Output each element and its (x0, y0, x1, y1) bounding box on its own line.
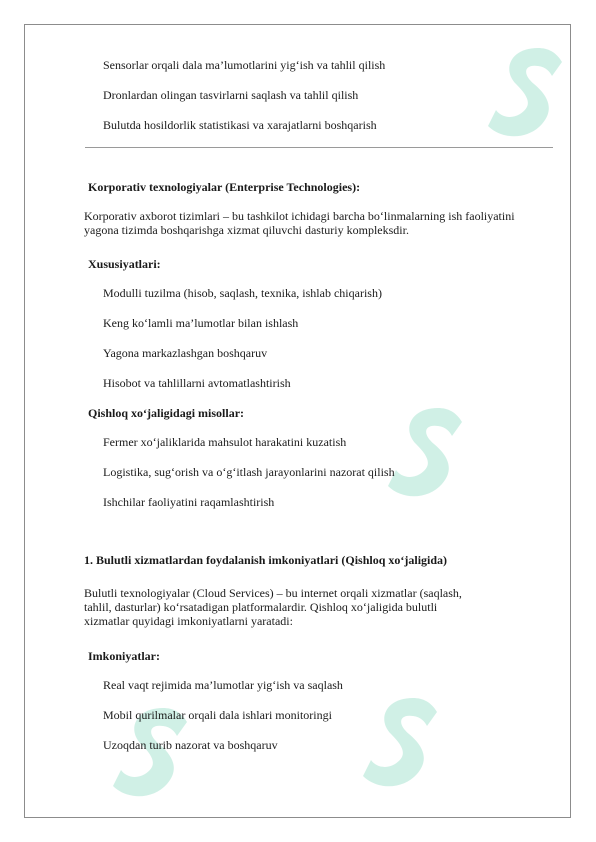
paragraph-line: xizmatlar quyidagi imkoniyatlarni yaratadi: (84, 614, 293, 628)
list-item: Fermer xo‘jaliklarida mahsulot harakatini kuzatish (103, 435, 347, 449)
list-item: Hisobot va tahlillarni avtomatlashtirish (103, 376, 291, 390)
list-item: Bulutda hosildorlik statistikasi va xarajatlarni boshqarish (103, 118, 377, 132)
features-heading: Xususiyatlari: (88, 257, 161, 271)
list-item: Yagona markazlashgan boshqaruv (103, 346, 268, 360)
list-item: Real vaqt rejimida ma’lumotlar yig‘ish va saqlash (103, 678, 343, 692)
list-item: Mobil qurilmalar orqali dala ishlari monitoringi (103, 708, 332, 722)
list-item: Modulli tuzilma (hisob, saqlash, texnika, ishlab chiqarish) (103, 286, 382, 300)
capabilities-heading: Imkoniyatlar: (88, 649, 160, 663)
list-item: Dronlardan olingan tasvirlarni saqlash va tahlil qilish (103, 88, 359, 102)
paragraph-line: tahlil, dasturlar) ko‘rsatadigan platformalardir. Qishloq xo‘jaligida bulutli (84, 600, 438, 614)
list-item: Logistika, sug‘orish va o‘g‘itlash jarayonlarini nazorat qilish (103, 465, 395, 479)
page-frame (24, 24, 571, 818)
list-item: Sensorlar orqali dala ma’lumotlarini yig‘ish va tahlil qilish (103, 58, 386, 72)
section-title: Korporativ texnologiyalar (Enterprise Technologies): (88, 180, 361, 194)
section-title: 1. Bulutli xizmatlardan foydalanish imkoniyatlari (Qishloq xo‘jaligida) (84, 553, 448, 567)
paragraph-line: Bulutli texnologiyalar (Cloud Services) – bu internet orqali xizmatlar (saqlash, (84, 586, 462, 600)
section-divider (85, 147, 553, 148)
list-item: Uzoqdan turib nazorat va boshqaruv (103, 738, 278, 752)
examples-heading: Qishloq xo‘jaligidagi misollar: (88, 406, 245, 420)
list-item: Ishchilar faoliyatini raqamlashtirish (103, 495, 275, 509)
paragraph: Korporativ axborot tizimlari – bu tashkilot ichidagi barcha bo‘linmalarning ish faoliyatini yagona tizimda boshqarishga xizmat qiluvchi dasturiy kompleksdir. (84, 209, 515, 237)
list-item: Keng ko‘lamli ma’lumotlar bilan ishlash (103, 316, 299, 330)
